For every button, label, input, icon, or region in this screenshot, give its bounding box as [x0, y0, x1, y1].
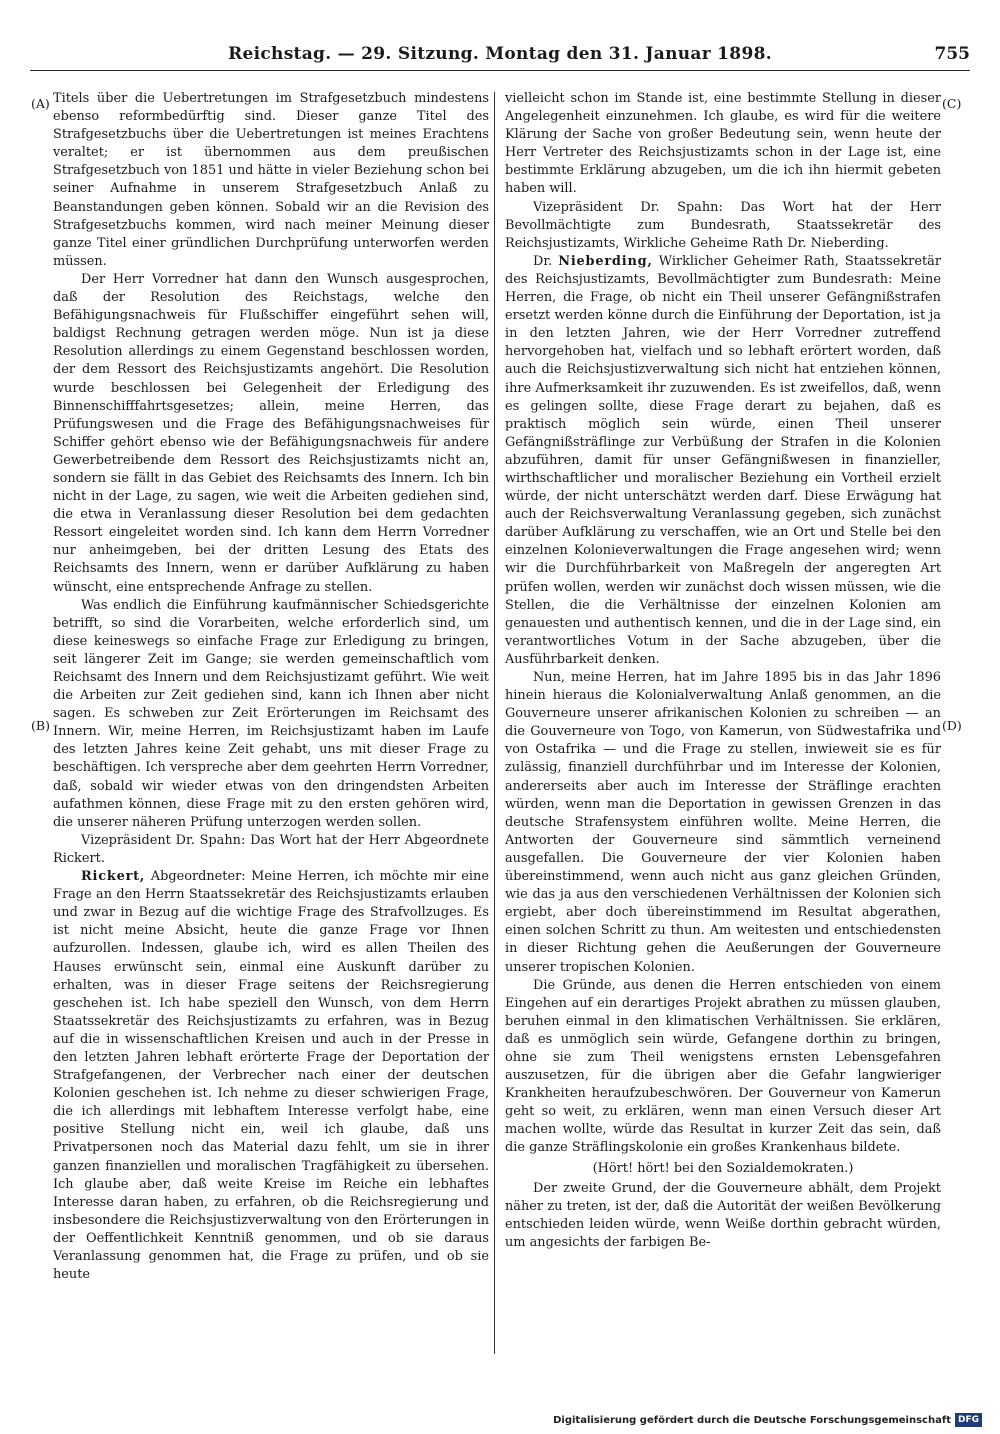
paragraph: Was endlich die Einführung kaufmännischer Schiedsgerichte betrifft, so sind die Vorarbeiten, welche erforderlich sind, um diese keineswegs so einfache Frage zur Erledigung zu bringen, seit längerer Zeit im Gange; sie werden gemeinschaftlich vom Reichsamt des Innern und dem Reichsjustizamt geführt. Wie weit die Arbeiten zur Zeit gediehen sind, kann ich Ihnen aber nicht sagen. Es schweben zur Zeit Erörterungen im Reichsamt des Innern. Wir, meine Herren, im Reichsjustizamt haben im Laufe des letzten Jahres keine Zeit gehabt, uns mit dieser Frage zu beschäftigen. Ich verspreche aber dem geehrten Herrn Vorredner, daß, sobald wir wieder etwas von den dringendsten Arbeiten aufathmen können, diese Frage mit zu den ersten gehören wird, die unserer näheren Prüfung unterzogen werden sollen. [53, 597, 489, 830]
speaker-name: Rickert, [81, 869, 146, 885]
paragraph: Der zweite Grund, der die Gouverneure abhält, dem Projekt näher zu treten, ist der, daß die Autorität der weißen Bevölkerung entschieden leiden würde, wenn Weiße dorthin gebracht würden, um angesichts der farbigen Be- [505, 1180, 941, 1250]
page-number: 755 [934, 44, 970, 64]
speaker-name: Nieberding, [558, 253, 653, 269]
paragraph: Vizepräsident Dr. Spahn: Das Wort hat der Herr Abgeordnete Rickert. [53, 832, 489, 866]
speech-text: Wirklicher Geheimer Rath, Staatssekretär des Reichsjustizamts, Bevollmächtigter zum Bundesrath: Meine Herren, die Frage, ob nicht ein Theil unserer Gefängnißstrafen ersetzt werden könne durch die Einführung der Deportation, ist ja in den letzten Jahren, wie der Herr Vorredner zutreffend hervorgehoben hat, vielfach und so lebhaft erörtert worden, daß auch die Reichsjustizverwaltung sich nicht hat entziehen können, ihre Aufmerksamkeit ihr zuzuwenden. Es ist zweifellos, daß, wenn es gelingen sollte, diese Frage derart zu bejahen, daß es praktisch möglich sein würde, einen Theil unserer Gefängnißsträflinge zur Verbüßung der Strafen in die Kolonien abzuführen, damit für unser Gefängnißwesen in finanzieller, wirthschaftlicher und moralischer Beziehung ein Vortheil erzielt würde, der nicht unterschätzt werden darf. Diese Erwägung hat auch der Reichsverwaltung Veranlassung gegeben, sich zunächst darüber Aufklärung zu verschaffen, wie an Ort und Stelle bei den einzelnen Kolonieverwaltungen die Frage angesehen wird; wenn wir die Durchführbarkeit von Maßregeln der angeregten Art prüfen wollen, werden wir zunächst doch wissen müssen, wie die Stellen, die die Verhältnisse der einzelnen Kolonien am genauesten und authentisch kennen, und die in der Lage sind, ein verantwortliches Votum in der Sache abzugeben, über die Ausführbarkeit denken. [505, 253, 941, 667]
speech-paragraph [53, 868, 489, 1284]
paragraph: Nun, meine Herren, hat im Jahre 1895 bis in das Jahr 1896 hinein hieraus die Kolonialverwaltung Anlaß genommen, an die Gouverneure unserer afrikanischen Kolonien zu schreiben — an die Gouverneure von Togo, von Kamerun, von Südwestafrika und von Ostafrika — und die Frage zu stellen, inwieweit sie es für zulässig, finanziell durchführbar und im Interesse der Kolonien, andererseits aber auch im Interesse der Sträflinge erachten würden, wenn man die Deportation in gewissen Grenzen in das deutsche Strafensystem einführen wollte. Meine Herren, die Antworten der Gouverneure sind sämmtlich verneinend ausgefallen. Die Gouverneure der vier Kolonien haben übereinstimmend, wenn auch nicht aus ganz gleichen Gründen, wie das ja aus den verschiedenen Verhältnissen der Kolonien sich ergiebt, aber doch übereinstimmend im Resultat abgerathen, einen solchen Schritt zu thun. Am weitesten und entschiedensten in dieser Richtung gehen die Aeußerungen der Gouverneure unserer tropischen Kolonien. [505, 670, 941, 975]
margin-mark-c: (C) [942, 96, 962, 111]
margin-mark-d: (D) [942, 718, 962, 733]
margin-mark-a: (A) [31, 96, 50, 111]
paragraph: Titels über die Uebertretungen im Strafgesetzbuch mindestens ebenso reformbedürftig sind. Dieser ganze Titel des Strafgesetzbuchs über die Uebertretungen ist meines Erachtens veraltet; er ist übernommen aus dem preußischen Strafgesetzbuch von 1851 und hätte in vieler Beziehung schon bei seiner Aufnahme in unserem Strafgesetzbuch Anlaß zu Beanstandungen geben können. Sobald wir an die Revision des Strafgesetzbuchs kommen, wird nach meiner Meinung dieser ganze Titel einer gründlichen Durchprüfung unterworfen werden müssen. [53, 91, 489, 269]
digitization-footer [553, 1412, 982, 1428]
interjection: (Hört! hört! bei den Sozialdemokraten.) [592, 1160, 854, 1176]
speech-paragraph [505, 253, 941, 669]
running-title: Reichstag. — 29. Sitzung. Montag den 31. Januar 1898. [228, 44, 772, 64]
speaker-title: Dr. [533, 253, 559, 269]
header-rule [30, 70, 970, 71]
paragraph: Die Gründe, aus denen die Herren entschieden von einem Eingehen auf ein derartiges Projekt abrathen zu müssen glauben, beruhen einmal in den klimatischen Verhältnissen. Sie erklären, daß es unmöglich sein würde, Gefangene dorthin zu bringen, ohne sie zum Theil wenigstens ernsten Lebensgefahren auszusetzen, für die übrigen aber die Gefahr langwieriger Krankheiten heraufzubeschwören. Der Gouverneur von Kamerun geht so weit, zu erklären, wenn man einen Versuch dieser Art machen wollte, würde das Resultat in kurzer Zeit das sein, daß die ganze Sträflingskolonie ein großes Krankenhaus bildete. [505, 977, 941, 1156]
page-header [30, 40, 970, 74]
paragraph: Vizepräsident Dr. Spahn: Das Wort hat der Herr Bevollmächtigte zum Bundesrath, Staatssekretär des Reichsjustizamts, Wirkliche Geheime Rath Dr. Nieberding. [505, 199, 941, 251]
margin-mark-b: (B) [31, 718, 50, 733]
right-column [505, 90, 941, 1252]
paragraph: Der Herr Vorredner hat dann den Wunsch ausgesprochen, daß der Resolution des Reichstags, welche den Befähigungsnachweis für Flußschiffer eingeführt sehen will, baldigst Rechnung getragen werden möge. Nun ist ja diese Resolution allerdings zu einem Gegenstand beschlossen worden, der dem Ressort des Reichsjustizamts angehört. Die Resolution wurde beschlossen bei Gelegenheit der Erledigung des Binnenschifffahrtsgesetzes; allein, meine Herren, das Prüfungswesen und die Frage des Befähigungsnachweises für Schiffer gehört ebenso wie der Befähigungsnachweis für andere Gewerbetreibende dem Ressort des Reichsjustizamts nicht an, sondern sie fällt in das Gebiet des Reichsamts des Innern. Ich bin nicht in der Lage, zu sagen, wie weit die Arbeiten gediehen sind, die etwa in Veranlassung dieser Resolution bei dem gedachten Ressort eingeleitet worden sind. Ich kann dem Herrn Vorredner nur anheimgeben, bei der dritten Lesung des Etats des Reichsamts des Innern, wenn er darüber Aufklärung zu haben wünscht, eine entsprechende Anfrage zu stellen. [53, 271, 489, 595]
left-column [53, 90, 489, 1284]
column-divider [494, 92, 495, 1354]
footer-credit: Digitalisierung gefördert durch die Deutsche Forschungsgemeinschaft [553, 1414, 951, 1426]
paragraph: vielleicht schon im Stande ist, eine bestimmte Stellung in dieser Angelegenheit einzunehmen. Ich glaube, es wird für die weitere Klärung der Sache von großer Bedeutung sein, wenn heute der Herr Vertreter des Reichsjustizamts schon in der Lage ist, eine bestimmte Erklärung abzugeben, um die ich ihn hiermit gebeten haben will. [505, 91, 941, 197]
dfg-logo: DFG [955, 1413, 982, 1427]
speech-text: Abgeordneter: Meine Herren, ich möchte mir eine Frage an den Herrn Staatssekretär des Reichsjustizamts erlauben und zwar in Bezug auf die wichtige Frage des Strafvollzuges. Es ist nicht meine Absicht, heute die ganze Frage vor Ihnen aufzurollen. Indessen, glaube ich, wird es allen Theilen des Hauses erwünscht sein, einmal eine Auskunft darüber zu erhalten, was in dieser Frage seitens der Reichsregierung geschehen ist. Ich habe speziell den Wunsch, von dem Herrn Staatssekretär des Reichsjustizamts zu erfahren, was in Bezug auf die in wissenschaftlichen Kreisen und auch in der Presse in den letzten Jahren lebhaft erörterte Frage der Deportation der Strafgefangenen, der Verbrecher nach einer der deutschen Kolonien geschehen ist. Ich nehme zu dieser schwierigen Frage, die ich allerdings mit lebhaftem Interesse verfolgt habe, eine positive Stellung nicht ein, weil ich glaube, daß uns Privatpersonen noch das Material dazu fehlt, um sie in ihrer ganzen finanziellen und moralischen Tragfähigkeit zu übersehen. Ich glaube aber, daß weite Kreise im Reiche ein lebhaftes Interesse daran haben, zu erfahren, ob die Reichsregierung und insbesondere die Reichsjustizverwaltung von den Erörterungen in der Oeffentlichkeit Kenntniß genommen, und ob sie daraus Veranlassung genommen hat, die Frage zu prüfen, und ob sie heute [53, 869, 489, 1283]
